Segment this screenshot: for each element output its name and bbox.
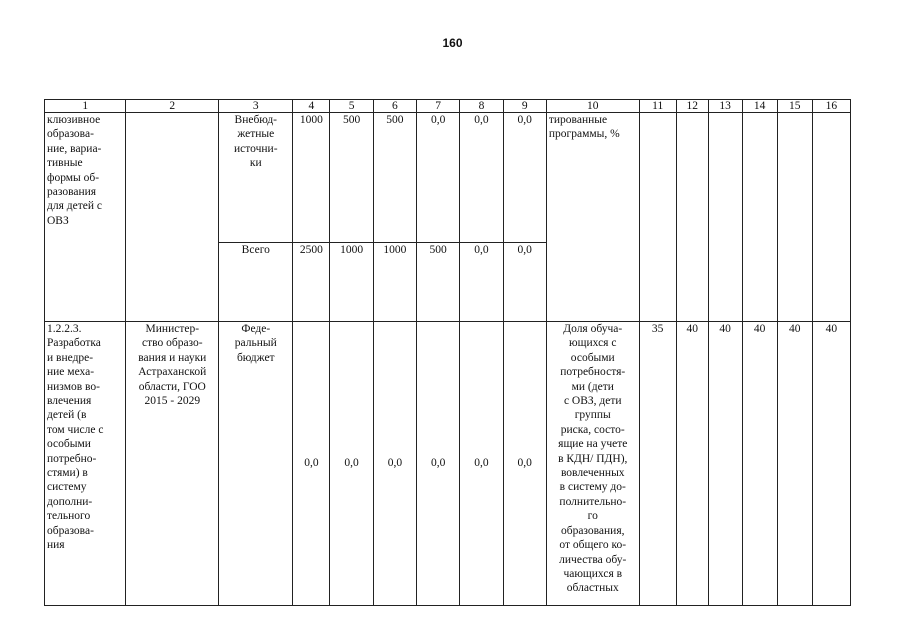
header-cell: 16 (812, 100, 850, 113)
header-cell: 11 (639, 100, 676, 113)
header-cell: 7 (417, 100, 460, 113)
executor-cell (126, 113, 219, 322)
value-cell: 1000 (330, 243, 373, 322)
value-cell: 0,0 (460, 243, 503, 322)
value-cell: 0,0 (330, 322, 373, 606)
header-cell: 2 (126, 100, 219, 113)
value-cell: 1000 (293, 113, 330, 243)
target-cell (812, 113, 850, 322)
funding-source-cell: Феде- ральный бюджет (219, 322, 293, 606)
value-cell: 0,0 (503, 322, 546, 606)
target-cell: 35 (639, 322, 676, 606)
program-table (44, 99, 851, 606)
value-cell: 0,0 (293, 322, 330, 606)
measure-name-cell: 1.2.2.3. Разработка и внедре- ние меха- низмов во- влечения детей (в том числе с особыми потребно- стями) в системy дополни- тельного образова- ния (45, 322, 126, 606)
value-cell: 500 (373, 113, 416, 243)
target-cell (777, 113, 812, 322)
target-cell (742, 113, 777, 322)
value-cell: 0,0 (417, 113, 460, 243)
funding-source-cell: Всего (219, 243, 293, 322)
measure-name-cell: клюзивное образова- ние, вариа- тивные формы об- разования для детей с ОВЗ (45, 113, 126, 322)
header-cell: 10 (546, 100, 639, 113)
header-cell: 9 (503, 100, 546, 113)
header-cell: 3 (219, 100, 293, 113)
value-cell: 1000 (373, 243, 416, 322)
indicator-cell: Доля обуча- ющихся с особыми потребностя- ми (дети с ОВЗ, дети группы риска, состо- ящие на учете в КДН/ ПДН), вовлеченных в систему до- полнительно- го образования, от общего ко- личества обу- чающихся в областных (546, 322, 639, 606)
target-cell: 40 (812, 322, 850, 606)
target-cell (639, 113, 676, 322)
header-cell: 15 (777, 100, 812, 113)
value-cell: 500 (330, 113, 373, 243)
table-row (45, 113, 851, 243)
value-cell: 0,0 (460, 113, 503, 243)
page-number: 160 (442, 36, 463, 50)
header-cell: 1 (45, 100, 126, 113)
header-cell: 8 (460, 100, 503, 113)
target-cell: 40 (742, 322, 777, 606)
header-cell: 5 (330, 100, 373, 113)
funding-source-cell: Внебюд- жетные источни- ки (219, 113, 293, 243)
target-cell (676, 113, 708, 322)
value-cell: 0,0 (460, 322, 503, 606)
indicator-cell: тированные программы, % (546, 113, 639, 322)
target-cell (708, 113, 742, 322)
value-cell: 0,0 (417, 322, 460, 606)
header-row (45, 100, 851, 113)
value-cell: 0,0 (503, 243, 546, 322)
target-cell: 40 (777, 322, 812, 606)
value-cell: 0,0 (373, 322, 416, 606)
value-cell: 2500 (293, 243, 330, 322)
header-cell: 14 (742, 100, 777, 113)
table-row (45, 322, 851, 606)
executor-cell: Министер- ство образо- вания и науки Астраханской области, ГОО 2015 - 2029 (126, 322, 219, 606)
target-cell: 40 (676, 322, 708, 606)
header-cell: 4 (293, 100, 330, 113)
value-cell: 0,0 (503, 113, 546, 243)
header-cell: 13 (708, 100, 742, 113)
header-cell: 6 (373, 100, 416, 113)
header-cell: 12 (676, 100, 708, 113)
value-cell: 500 (417, 243, 460, 322)
target-cell: 40 (708, 322, 742, 606)
